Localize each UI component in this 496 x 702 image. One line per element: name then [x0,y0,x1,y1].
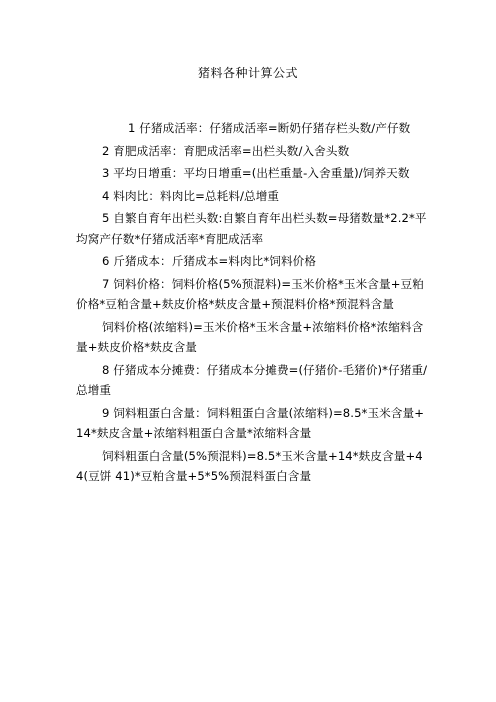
document-body [76,118,428,489]
paragraph-annual-output: 5 自繁自育年出栏头数:自繁自育年出栏头数=母猪数量*2.2*平均窝产仔数*仔猪成活率*育肥成活率 [76,211,427,246]
paragraph-feed-price-premix: 7 饲料价格：饲料价格(5%预混料)=玉米价格*玉米含量+豆粕价格*豆粕含量+麸皮价格*麸皮含量+预混料价格*预混料含量 [76,276,424,311]
paragraph-protein-concentrate: 9 饲料粗蛋白含量：饲料粗蛋白含量(浓缩料)=8.5*玉米含量+14*麸皮含量+浓缩料粗蛋白含量*浓缩料含量 [76,405,425,440]
paragraph-feed-price-concentrate: 饲料价格(浓缩料)=玉米价格*玉米含量+浓缩料价格*浓缩料含量+麸皮价格*麸皮含量 [76,319,424,354]
paragraph-daily-gain: 3 平均日增重：平均日增重=(出栏重量-入舍重量)/饲养天数 [102,166,410,180]
paragraph-fattening-survival: 2 育肥成活率：育肥成活率=出栏头数/入舍头数 [102,143,350,158]
paragraph-cost-per-jin: 6 斤猪成本：斤猪成本=料肉比*饲料价格 [102,254,317,268]
paragraph-feed-meat-ratio: 4 料肉比：料肉比=总耗料/总增重 [102,188,280,203]
paragraph-piglet-cost-share: 8 仔猪成本分摊费：仔猪成本分摊费=(仔猪价-毛猪价)*仔猪重/总增重 [76,362,428,397]
document-title: 猪料各种计算公式 [197,66,298,80]
paragraph-survival-rate: 1 仔猪成活率：仔猪成活率=断奶仔猪存栏头数/产仔数 [128,121,411,135]
paragraph-protein-premix: 饲料粗蛋白含量(5%预混料)=8.5*玉米含量+14*麸皮含量+44(豆饼 41)*豆粕含量+5*5%预混料蛋白含量 [76,448,423,483]
